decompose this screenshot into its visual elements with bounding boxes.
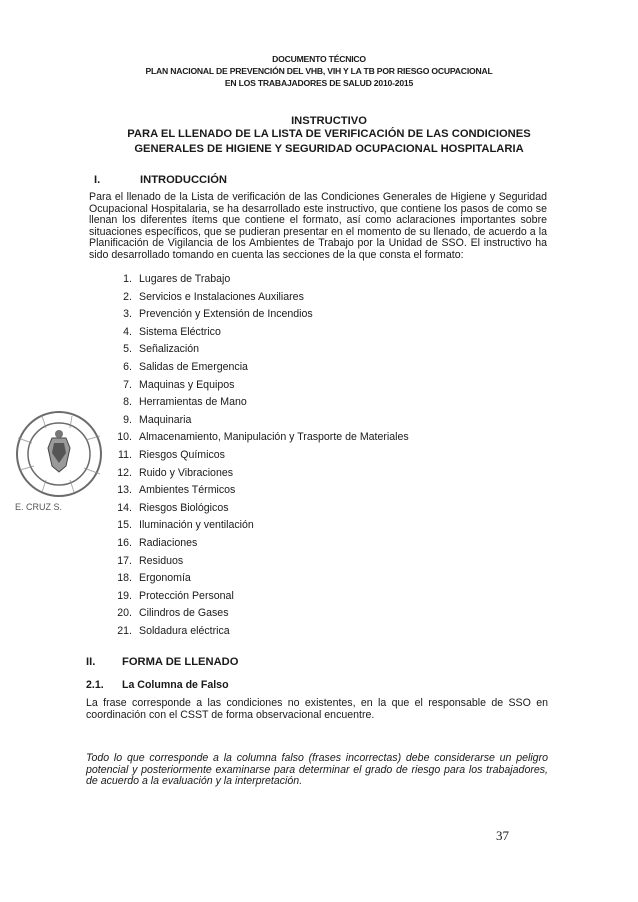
list-item bbox=[110, 291, 304, 303]
list-item-number: 2. bbox=[123, 290, 132, 303]
doc-header-line2: PLAN NACIONAL DE PREVENCIÓN DEL VHB, VIH Y LA TB POR RIESGO OCUPACIONAL bbox=[145, 66, 493, 76]
list-item-label: Lugares de Trabajo bbox=[139, 273, 231, 285]
list-item bbox=[110, 484, 235, 496]
list-item-number: 13. bbox=[117, 484, 132, 497]
title-line2: PARA EL LLENADO DE LA LISTA DE VERIFICACIÓN DE LAS CONDICIONES bbox=[127, 128, 531, 140]
list-item bbox=[110, 361, 248, 373]
list-item-number: 11. bbox=[118, 449, 132, 461]
list-item bbox=[110, 572, 191, 584]
section2-heading: FORMA DE LLENADO bbox=[122, 656, 239, 668]
official-seal-stamp bbox=[12, 408, 107, 500]
list-item bbox=[110, 308, 313, 320]
title-line1: INSTRUCTIVO bbox=[291, 115, 367, 127]
section1-heading: INTRODUCCIÓN bbox=[140, 174, 228, 186]
list-item bbox=[110, 502, 229, 514]
list-item-label: Almacenamiento, Manipulación y Trasporte de Materiales bbox=[139, 431, 409, 444]
list-item-number: 8. bbox=[123, 396, 132, 409]
list-item-label: Sistema Eléctrico bbox=[139, 325, 221, 338]
list-item-label: Herramientas de Mano bbox=[139, 396, 247, 409]
list-item-label: Ambientes Térmicos bbox=[139, 484, 236, 497]
list-item bbox=[110, 519, 254, 531]
list-item-number: 3. bbox=[123, 308, 132, 321]
list-item-number: 10. bbox=[117, 431, 132, 444]
list-item-label: Iluminación y ventilación bbox=[139, 519, 254, 532]
list-item-label: Radiaciones bbox=[139, 537, 198, 549]
list-item-label: Prevención y Extensión de Incendios bbox=[139, 308, 313, 321]
list-item bbox=[110, 396, 247, 408]
list-item-label: Residuos bbox=[139, 554, 184, 567]
title-line3: GENERALES DE HIGIENE Y SEGURIDAD OCUPACIONAL HOSPITALARIA bbox=[134, 143, 524, 155]
list-item-number: 5. bbox=[123, 343, 132, 356]
list-item-number: 19. bbox=[117, 589, 132, 602]
section2-paragraph: La frase corresponde a las condiciones no existentes, en la que el responsable de SSO en coordinación con el CSST de forma observacional encuentre. bbox=[86, 697, 548, 721]
section2-italic-paragraph: Todo lo que corresponde a la columna falso (frases incorrectas) debe considerarse un peligro potencial y posteriormente examinarse para determinar el grado de riesgo para los trabajadores, de acuerdo a la evaluación y la interpretación. bbox=[86, 752, 548, 787]
list-item-label: Ergonomía bbox=[139, 572, 191, 585]
list-item bbox=[110, 555, 183, 567]
list-item-label: Riesgos Químicos bbox=[139, 449, 225, 461]
list-item bbox=[110, 431, 409, 443]
list-item-number: 15. bbox=[117, 519, 132, 532]
doc-header-line1: DOCUMENTO TÉCNICO bbox=[272, 54, 366, 64]
list-item-label: Riesgos Biológicos bbox=[139, 501, 229, 514]
list-item bbox=[110, 449, 225, 461]
section2-number: II. bbox=[86, 656, 96, 668]
list-item-label: Maquinaria bbox=[139, 413, 192, 426]
list-item-number: 21. bbox=[117, 625, 132, 637]
list-item-number: 1. bbox=[123, 273, 132, 285]
list-item-label: Ruido y Vibraciones bbox=[139, 466, 234, 479]
list-item-number: 16. bbox=[117, 537, 132, 549]
list-item-number: 9. bbox=[123, 413, 132, 426]
list-item-label: Soldadura eléctrica bbox=[139, 625, 230, 637]
list-item-number: 12. bbox=[117, 466, 132, 479]
list-item-number: 7. bbox=[123, 378, 132, 391]
stamp-signature: E. CRUZ S. bbox=[15, 502, 63, 512]
list-item-label: Señalización bbox=[139, 343, 200, 356]
subsection-number: 2.1. bbox=[86, 679, 104, 691]
list-item bbox=[110, 607, 229, 619]
list-item bbox=[110, 379, 234, 391]
list-item-label: Cilindros de Gases bbox=[139, 607, 229, 620]
list-item bbox=[110, 326, 221, 338]
list-item-number: 4. bbox=[123, 325, 132, 338]
list-item-number: 17. bbox=[117, 554, 132, 567]
list-item-label: Protección Personal bbox=[139, 589, 234, 602]
page-number: 37 bbox=[496, 828, 509, 843]
list-item bbox=[110, 343, 199, 355]
list-item-number: 6. bbox=[123, 361, 132, 373]
list-item-number: 18. bbox=[117, 572, 132, 585]
list-item-label: Servicios e Instalaciones Auxiliares bbox=[139, 290, 304, 303]
doc-header-line3: EN LOS TRABAJADORES DE SALUD 2010-2015 bbox=[224, 78, 414, 88]
list-item bbox=[110, 467, 233, 479]
list-item-number: 14. bbox=[117, 501, 132, 514]
section1-paragraph: Para el llenado de la Lista de verificación de las Condiciones Generales de Higiene y Seguridad Ocupacional Hospitalaria, se ha desarrollado este instructivo, que contiene los pasos de como se llenan los diferentes ítems que contiene el formato, así como aclaraciones importantes sobre situaciones específicos, que se pudieran presentar en el momento de su llenado, de acuerdo a la Planificación de Vigilancia de los Ambientes de Trabajo por la Unidad de SSO. El instructivo ha sido desarrollado tomando en cuenta las secciones de la que consta el formato: bbox=[89, 191, 547, 261]
list-item bbox=[110, 590, 234, 602]
subsection-heading: La Columna de Falso bbox=[122, 679, 229, 691]
list-item-number: 20. bbox=[117, 607, 132, 620]
section1-number: I. bbox=[94, 174, 101, 186]
list-item bbox=[110, 625, 230, 637]
list-item-label: Maquinas y Equipos bbox=[139, 378, 235, 391]
list-item bbox=[110, 273, 230, 285]
seal-icon bbox=[12, 408, 107, 500]
list-item-label: Salidas de Emergencia bbox=[139, 361, 248, 373]
list-item bbox=[110, 414, 191, 426]
list-item bbox=[110, 537, 197, 549]
